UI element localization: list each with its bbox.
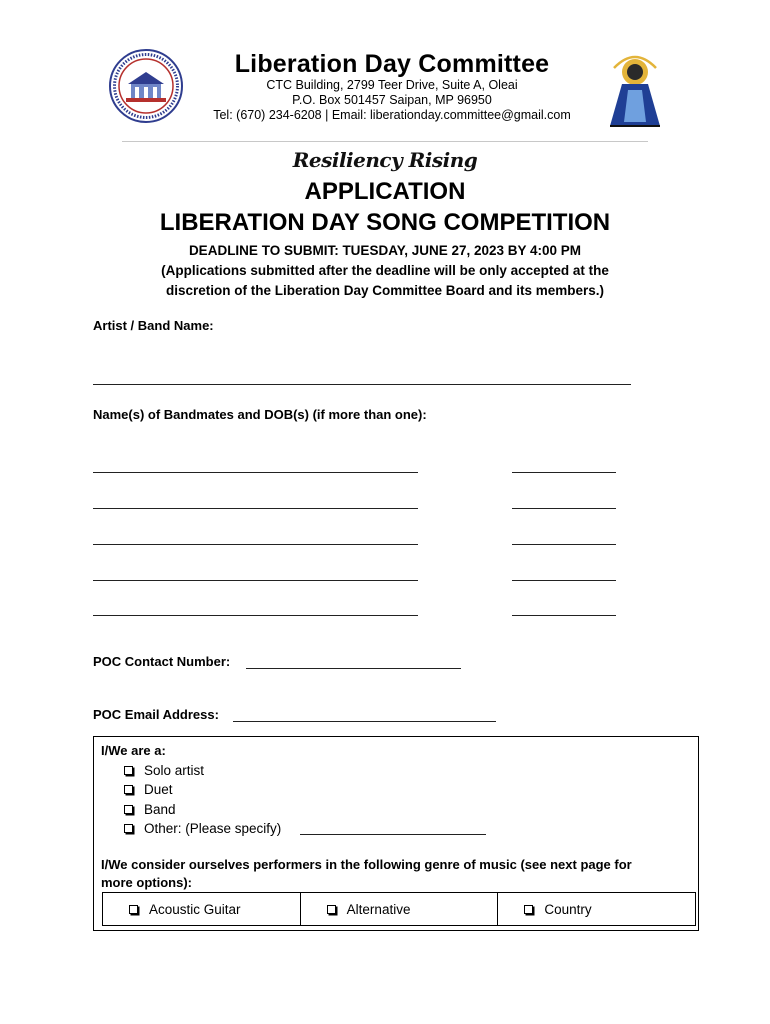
checkbox-icon[interactable] xyxy=(124,805,133,814)
other-specify-field[interactable] xyxy=(300,834,486,835)
competition-title: LIBERATION DAY SONG COMPETITION xyxy=(159,209,611,236)
poc-email-label: POC Email Address: xyxy=(93,707,219,722)
option-label: Other: (Please specify) xyxy=(144,821,282,836)
bandmate-dob-field-3[interactable] xyxy=(512,544,616,545)
option-other[interactable] xyxy=(124,821,281,836)
address-line-2: P.O. Box 501457 Saipan, MP 96950 xyxy=(292,93,492,107)
genre-label-line-1: I/We consider ourselves performers in the following genre of music (see next page for xyxy=(101,857,632,872)
checkbox-icon[interactable] xyxy=(124,824,133,833)
poc-phone-field[interactable] xyxy=(246,668,461,669)
checkbox-icon[interactable] xyxy=(524,905,533,914)
genre-label: Acoustic Guitar xyxy=(149,901,241,917)
checkbox-icon[interactable] xyxy=(327,905,336,914)
performer-type-label: I/We are a: xyxy=(101,743,166,758)
bandmate-dob-field-5[interactable] xyxy=(512,615,616,616)
checkbox-icon[interactable] xyxy=(124,785,133,794)
address-line-1: CTC Building, 2799 Teer Drive, Suite A, Oleai xyxy=(266,78,518,92)
option-duet[interactable] xyxy=(124,782,173,797)
option-label: Band xyxy=(144,802,176,817)
bandmate-dob-field-2[interactable] xyxy=(512,508,616,509)
bandmate-name-field-1[interactable] xyxy=(93,472,418,473)
bandmate-name-field-5[interactable] xyxy=(93,615,418,616)
deadline-text: DEADLINE TO SUBMIT: TUESDAY, JUNE 27, 2023 BY 4:00 PM xyxy=(188,243,582,258)
deadline-note-line-2: discretion of the Liberation Day Committee Board and its members.) xyxy=(165,283,605,298)
poc-email-field[interactable] xyxy=(233,721,496,722)
bandmate-name-field-3[interactable] xyxy=(93,544,418,545)
artist-name-label: Artist / Band Name: xyxy=(93,318,214,333)
bandmate-name-field-4[interactable] xyxy=(93,580,418,581)
genre-option-country[interactable] xyxy=(498,893,695,925)
genre-label: Country xyxy=(544,901,592,917)
option-solo-artist[interactable] xyxy=(124,763,204,778)
genre-options-table xyxy=(102,892,696,926)
option-label: Duet xyxy=(144,782,173,797)
deadline-note-line-1: (Applications submitted after the deadline will be only accepted at the xyxy=(161,263,609,278)
bandmates-label: Name(s) of Bandmates and DOB(s) (if more than one): xyxy=(93,407,427,422)
poc-phone-label: POC Contact Number: xyxy=(93,654,231,669)
genre-option-alternative[interactable] xyxy=(301,893,499,925)
genre-label: Alternative xyxy=(346,901,411,917)
bandmate-name-field-2[interactable] xyxy=(93,508,418,509)
artist-name-field[interactable] xyxy=(93,384,631,385)
checkbox-icon[interactable] xyxy=(129,905,138,914)
option-label: Solo artist xyxy=(144,763,205,778)
header-divider xyxy=(122,141,648,142)
option-band[interactable] xyxy=(124,802,176,817)
organization-name: Liberation Day Committee xyxy=(234,50,550,78)
bandmate-dob-field-4[interactable] xyxy=(512,580,616,581)
performer-type-section xyxy=(93,736,699,931)
contact-line: Tel: (670) 234-6208 | Email: liberationday.committee@gmail.com xyxy=(213,108,571,122)
checkbox-icon[interactable] xyxy=(124,766,133,775)
tagline: Resiliency Rising xyxy=(292,148,478,172)
bandmate-dob-field-1[interactable] xyxy=(512,472,616,473)
application-title: APPLICATION xyxy=(304,178,466,205)
genre-label-line-2: more options): xyxy=(101,875,192,890)
genre-option-acoustic-guitar[interactable] xyxy=(103,893,301,925)
